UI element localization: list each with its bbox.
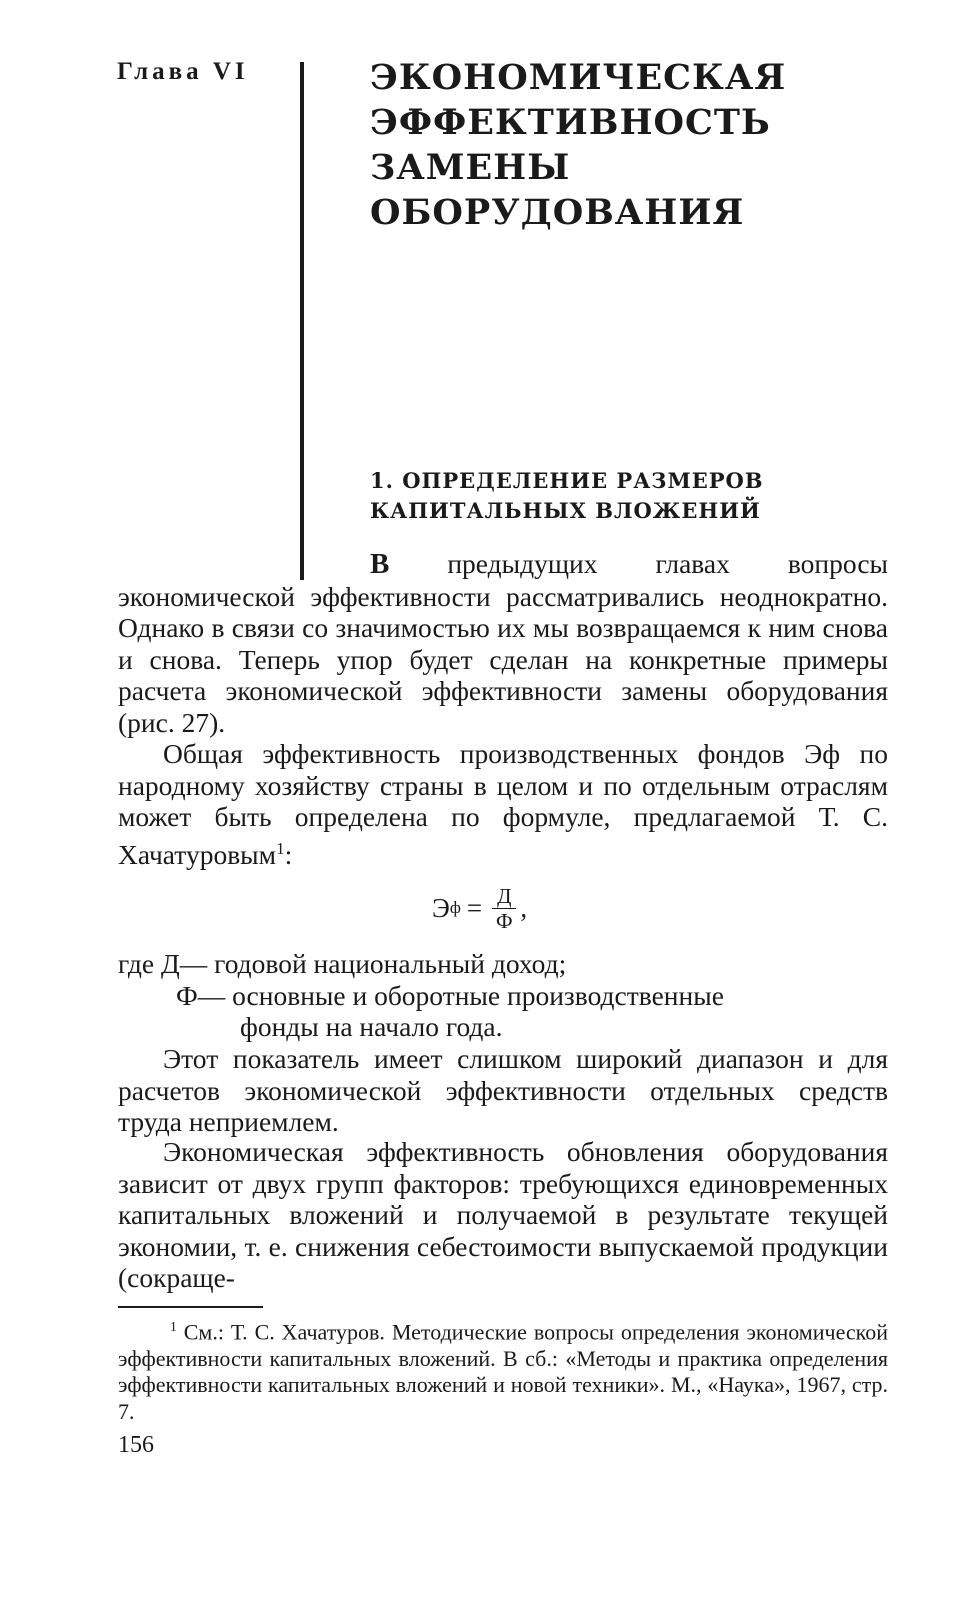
- section-heading-line: КАПИТАЛЬНЫХ ВЛОЖЕНИЙ: [370, 498, 761, 523]
- formula-fraction: [492, 885, 516, 932]
- efficiency-formula: [432, 878, 527, 938]
- definition-f: [118, 980, 888, 1012]
- paragraph-initial-letter: В: [370, 548, 390, 580]
- definition-where: где: [118, 948, 155, 979]
- formula-lhs: Э: [432, 892, 450, 923]
- paragraph-intro-text: предыдущих главах вопросы экономической эффективности рассматривались неоднократно. Однако в связи со значимостью их мы возвращаемся к ним снова и снова. Теперь упор будет сделан на конкретные примеры расчета экономической эффективности замены оборудования (рис. 27).: [118, 548, 888, 738]
- formula-denominator: Ф: [495, 908, 513, 933]
- chapter-title: [370, 55, 930, 235]
- footnote-text: См.: Т. С. Хачатуров. Методические вопросы определения экономической эффективности капитальных вложений. В сб.: «Методы и практика определения эффективности капитальных вложений и новой техники». М., «Наука», 1967, стр. 7.: [118, 1319, 888, 1424]
- formula-numerator: Д: [492, 885, 516, 909]
- section-heading: [370, 466, 930, 526]
- chapter-title-line: ЗАМЕНЫ: [370, 147, 571, 188]
- page-number: 156: [118, 1432, 154, 1458]
- chapter-title-line: ОБОРУДОВАНИЯ: [370, 192, 745, 233]
- chapter-title-line: ЭКОНОМИЧЕСКАЯ: [370, 57, 787, 98]
- definition-f-continuation: фонды на начало года.: [240, 1011, 503, 1043]
- formula-equals: =: [466, 892, 483, 923]
- footnote-reference[interactable]: 1: [276, 838, 285, 858]
- paragraph-punctuation: :: [284, 838, 293, 870]
- chapter-divider-rule: [300, 62, 304, 580]
- paragraph-intro: [118, 548, 888, 739]
- footnote-mark: 1: [170, 1319, 177, 1334]
- definition-d-symbol: Д: [160, 948, 180, 979]
- definition-f-symbol: Ф: [176, 979, 198, 1011]
- formula-lhs-subscript: ф: [449, 898, 461, 917]
- definition-d-text: — годовой национальный доход;: [179, 948, 567, 979]
- chapter-label: Глава VI: [117, 58, 249, 85]
- paragraph-formula-intro-text: Общая эффективность производственных фондов Эф по народному хозяйству страны в целом и по отдельным отраслям может быть определена по формуле, предлагаемой Т. С. Хачатуровым: [118, 738, 888, 870]
- section-heading-line: 1. ОПРЕДЕЛЕНИЕ РАЗМЕРОВ: [370, 468, 764, 493]
- footnote-separator: [118, 1306, 263, 1308]
- definition-d: [118, 948, 888, 980]
- formula-definitions: [118, 948, 888, 1043]
- paragraph-indicator: Этот показатель имеет слишком широкий диапазон и для расчетов экономической эффективности отдельных средств труда неприемлем.: [118, 1043, 888, 1138]
- footnote: [118, 1314, 888, 1425]
- chapter-title-line: ЭФФЕКТИВНОСТЬ: [370, 102, 771, 143]
- definition-f-text: — основные и оборотные производственные: [197, 979, 724, 1011]
- paragraph-formula-intro: [118, 738, 888, 871]
- paragraph-factors: Экономическая эффективность обновления оборудования зависит от двух групп факторов: требующихся единовременных капитальных вложений и получаемой в результате текущей экономии, т. е. снижения себестоимости выпускаемой продукции (сокраще-: [118, 1136, 888, 1294]
- formula-trailing-comma: ,: [520, 892, 528, 923]
